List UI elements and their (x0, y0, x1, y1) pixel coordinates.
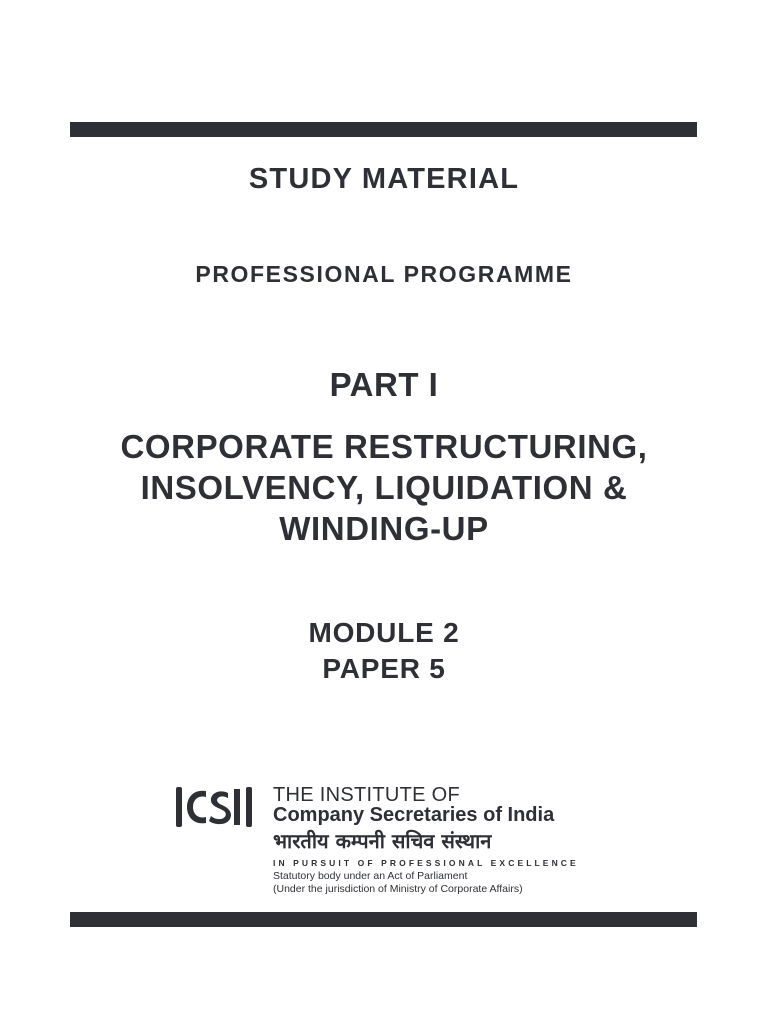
institute-name-line1: THE INSTITUTE OF (273, 784, 461, 806)
institute-name-hindi: भारतीय कम्पनी सचिव संस्थान (273, 829, 492, 853)
module-label: MODULE 2 (308, 617, 460, 648)
institute-logo-block (176, 784, 596, 900)
study-material-heading: STUDY MATERIAL (248, 163, 520, 195)
part-label: PART I (329, 366, 439, 403)
institute-tagline: IN PURSUIT OF PROFESSIONAL EXCELLENCE (273, 858, 579, 868)
title-line-1: CORPORATE RESTRUCTURING, (120, 428, 648, 465)
institute-statutory-note: Statutory body under an Act of Parliament (273, 870, 468, 882)
top-rule (70, 122, 697, 137)
title-line-3: WINDING-UP (279, 510, 489, 547)
icsi-logo-icon (176, 785, 252, 829)
paper-label: PAPER 5 (322, 653, 446, 684)
document-title (0, 426, 768, 549)
institute-name-line2: Company Secretaries of India (273, 804, 555, 826)
title-line-2: INSOLVENCY, LIQUIDATION & (140, 469, 628, 506)
bottom-rule (70, 912, 697, 927)
programme-label: PROFESSIONAL PROGRAMME (195, 261, 573, 287)
institute-jurisdiction-note: (Under the jurisdiction of Ministry of Corporate Affairs) (273, 883, 523, 895)
